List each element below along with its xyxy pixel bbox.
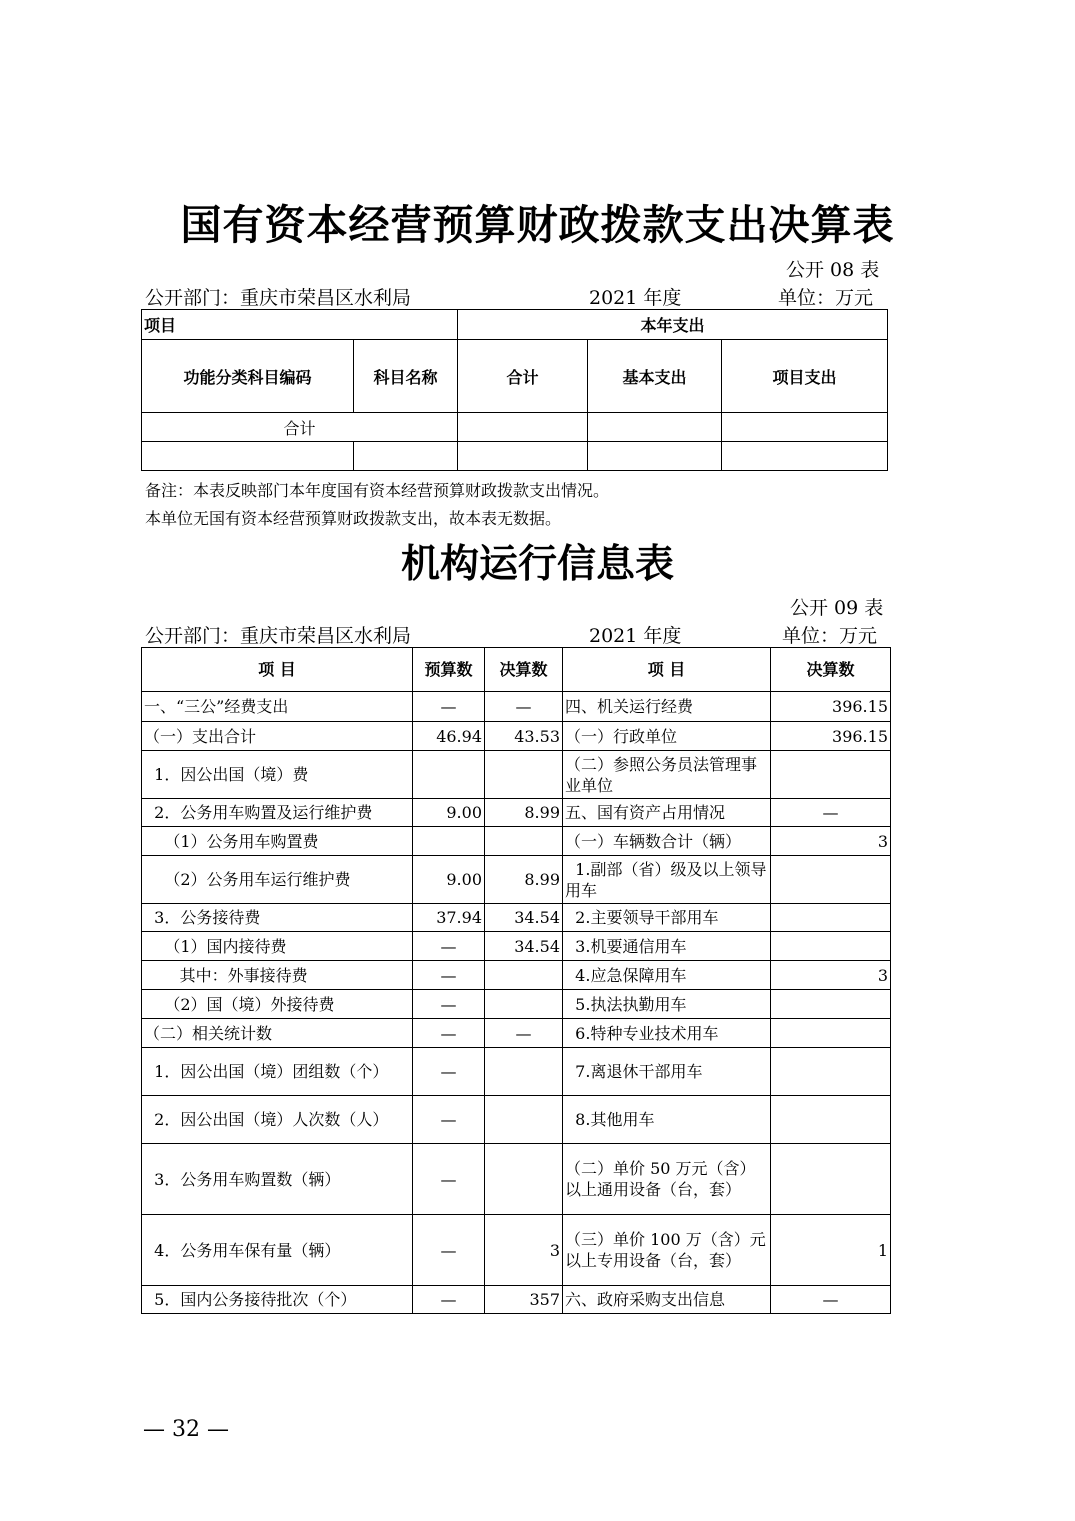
- row-item-right: 1.副部（省）级及以上领导用车: [563, 856, 771, 904]
- row-item-left: （2）国（境）外接待费: [142, 990, 413, 1019]
- row-final-right: [771, 932, 891, 961]
- unit-label-2: 单位：万元: [782, 625, 878, 647]
- row-item-right: 五、国有资产占用情况: [563, 799, 771, 827]
- table-row: [142, 932, 891, 961]
- row-final-right: [771, 856, 891, 904]
- row-item-right: 6.特种专业技术用车: [563, 1019, 771, 1048]
- header-name: 科目名称: [354, 340, 458, 413]
- row-final-right: 3: [771, 961, 891, 990]
- title-state-capital-table: 国有资本经营预算财政拨款支出决算表: [180, 201, 895, 249]
- row-item-left: 2．因公出国（境）人次数（人）: [142, 1096, 413, 1144]
- row-budget: —: [413, 1048, 485, 1096]
- state-capital-table: [141, 309, 888, 471]
- header-basic: 基本支出: [588, 340, 722, 413]
- row-item-right: （三）单价 100 万（含）元以上专用设备（台，套）: [563, 1215, 771, 1286]
- row-final-right: —: [771, 1286, 891, 1314]
- header-final: 决算数: [485, 648, 563, 692]
- row-final-right: [771, 751, 891, 799]
- row-final: [485, 1048, 563, 1096]
- header-final-right: 决算数: [771, 648, 891, 692]
- table-row: [142, 799, 891, 827]
- row-budget: —: [413, 1019, 485, 1048]
- row-final-right: —: [771, 799, 891, 827]
- row-item-left: 2．公务用车购置及运行维护费: [142, 799, 413, 827]
- row-final: [485, 961, 563, 990]
- row-final: 43.53: [485, 722, 563, 751]
- row-item-left: （一）支出合计: [142, 722, 413, 751]
- row-item-right: （一）行政单位: [563, 722, 771, 751]
- row-item-left: （1）国内接待费: [142, 932, 413, 961]
- row-budget: 9.00: [413, 799, 485, 827]
- unit-label-1: 单位：万元: [778, 287, 874, 309]
- header-total: 合计: [458, 340, 588, 413]
- header-item: 项目: [142, 310, 458, 340]
- title-agency-operation-table: 机构运行信息表: [400, 541, 674, 587]
- row-item-right: （二）参照公务员法管理事业单位: [563, 751, 771, 799]
- row-final: —: [485, 692, 563, 722]
- header-item-right: 项 目: [563, 648, 771, 692]
- row-item-left: 5．国内公务接待批次（个）: [142, 1286, 413, 1314]
- row-item-left: 4．公务用车保有量（辆）: [142, 1215, 413, 1286]
- row-final: [485, 751, 563, 799]
- row-budget: —: [413, 1286, 485, 1314]
- year-label-1: 2021 年度: [589, 287, 682, 309]
- row-final-right: [771, 1144, 891, 1215]
- row-budget: —: [413, 990, 485, 1019]
- row-item-right: 8.其他用车: [563, 1096, 771, 1144]
- row-budget: 9.00: [413, 856, 485, 904]
- row-item-right: 六、政府采购支出信息: [563, 1286, 771, 1314]
- row-item-right: 5.执法执勤用车: [563, 990, 771, 1019]
- row-final: 357: [485, 1286, 563, 1314]
- row-final: —: [485, 1019, 563, 1048]
- row-item-left: 3．公务用车购置数（辆）: [142, 1144, 413, 1215]
- row-budget: [413, 751, 485, 799]
- table-row: [142, 990, 891, 1019]
- row-item-left: 1．因公出国（境）团组数（个）: [142, 1048, 413, 1096]
- row-final-right: [771, 904, 891, 932]
- row-final: 8.99: [485, 856, 563, 904]
- row-budget: —: [413, 961, 485, 990]
- row-item-left: 其中：外事接待费: [142, 961, 413, 990]
- dept-label-2: 公开部门：重庆市荣昌区水利局: [145, 625, 412, 647]
- row-final-right: [771, 1048, 891, 1096]
- table-row: [142, 1286, 891, 1314]
- table-row: [142, 856, 891, 904]
- dept-label-1: 公开部门：重庆市荣昌区水利局: [145, 287, 412, 309]
- row-item-right: 四、机关运行经费: [563, 692, 771, 722]
- header-item-left: 项 目: [142, 648, 413, 692]
- row-item-left: （1）公务用车购置费: [142, 827, 413, 856]
- row-budget: 37.94: [413, 904, 485, 932]
- row-final: 3: [485, 1215, 563, 1286]
- row-budget: —: [413, 932, 485, 961]
- table-row: [142, 827, 891, 856]
- row-item-right: （二）单价 50 万元（含）以上通用设备（台，套）: [563, 1144, 771, 1215]
- row-item-left: （二）相关统计数: [142, 1019, 413, 1048]
- row-final-right: [771, 990, 891, 1019]
- row-item-right: （一）车辆数合计（辆）: [563, 827, 771, 856]
- header-current-year: 本年支出: [458, 310, 888, 340]
- row-budget: —: [413, 1096, 485, 1144]
- header-code: 功能分类科目编码: [142, 340, 354, 413]
- table-row: [142, 1144, 891, 1215]
- table-row: [142, 1096, 891, 1144]
- table-number-09: 公开 09 表: [790, 597, 884, 619]
- row-item-right: 2.主要领导干部用车: [563, 904, 771, 932]
- table-row: [142, 961, 891, 990]
- agency-operation-table: [141, 647, 891, 1314]
- row-item-right: 4.应急保障用车: [563, 961, 771, 990]
- header-budget: 预算数: [413, 648, 485, 692]
- row-final: [485, 827, 563, 856]
- row-item-right: 3.机要通信用车: [563, 932, 771, 961]
- row-final-right: 3: [771, 827, 891, 856]
- note-1: 备注：本表反映部门本年度国有资本经营预算财政拨款支出情况。: [145, 481, 610, 500]
- row-final: 8.99: [485, 799, 563, 827]
- row-final-right: 396.15: [771, 722, 891, 751]
- row-budget: —: [413, 692, 485, 722]
- table-row: [142, 722, 891, 751]
- row-final: [485, 1096, 563, 1144]
- row-final: 34.54: [485, 932, 563, 961]
- row-item-left: （2）公务用车运行维护费: [142, 856, 413, 904]
- row-final-right: [771, 1019, 891, 1048]
- table-number-08: 公开 08 表: [786, 259, 880, 281]
- table-row: [142, 692, 891, 722]
- row-final: 34.54: [485, 904, 563, 932]
- note-2: 本单位无国有资本经营预算财政拨款支出，故本表无数据。: [145, 509, 562, 528]
- row-budget: 46.94: [413, 722, 485, 751]
- row-budget: [413, 827, 485, 856]
- table-row: [142, 1215, 891, 1286]
- row-final-right: [771, 1096, 891, 1144]
- table-row: [142, 1048, 891, 1096]
- page-number: — 32 —: [143, 1417, 229, 1442]
- row-budget: —: [413, 1215, 485, 1286]
- header-project: 项目支出: [722, 340, 888, 413]
- row-item-left: 1．因公出国（境）费: [142, 751, 413, 799]
- year-label-2: 2021 年度: [589, 625, 682, 647]
- row-final: [485, 990, 563, 1019]
- table-row: [142, 1019, 891, 1048]
- table-row: [142, 904, 891, 932]
- total-row-label: 合计: [142, 413, 458, 442]
- table-row: [142, 751, 891, 799]
- row-item-left: 一、“三公”经费支出: [142, 692, 413, 722]
- row-item-right: 7.离退休干部用车: [563, 1048, 771, 1096]
- row-final: [485, 1144, 563, 1215]
- row-final-right: 396.15: [771, 692, 891, 722]
- row-budget: —: [413, 1144, 485, 1215]
- row-final-right: 1: [771, 1215, 891, 1286]
- row-item-left: 3．公务接待费: [142, 904, 413, 932]
